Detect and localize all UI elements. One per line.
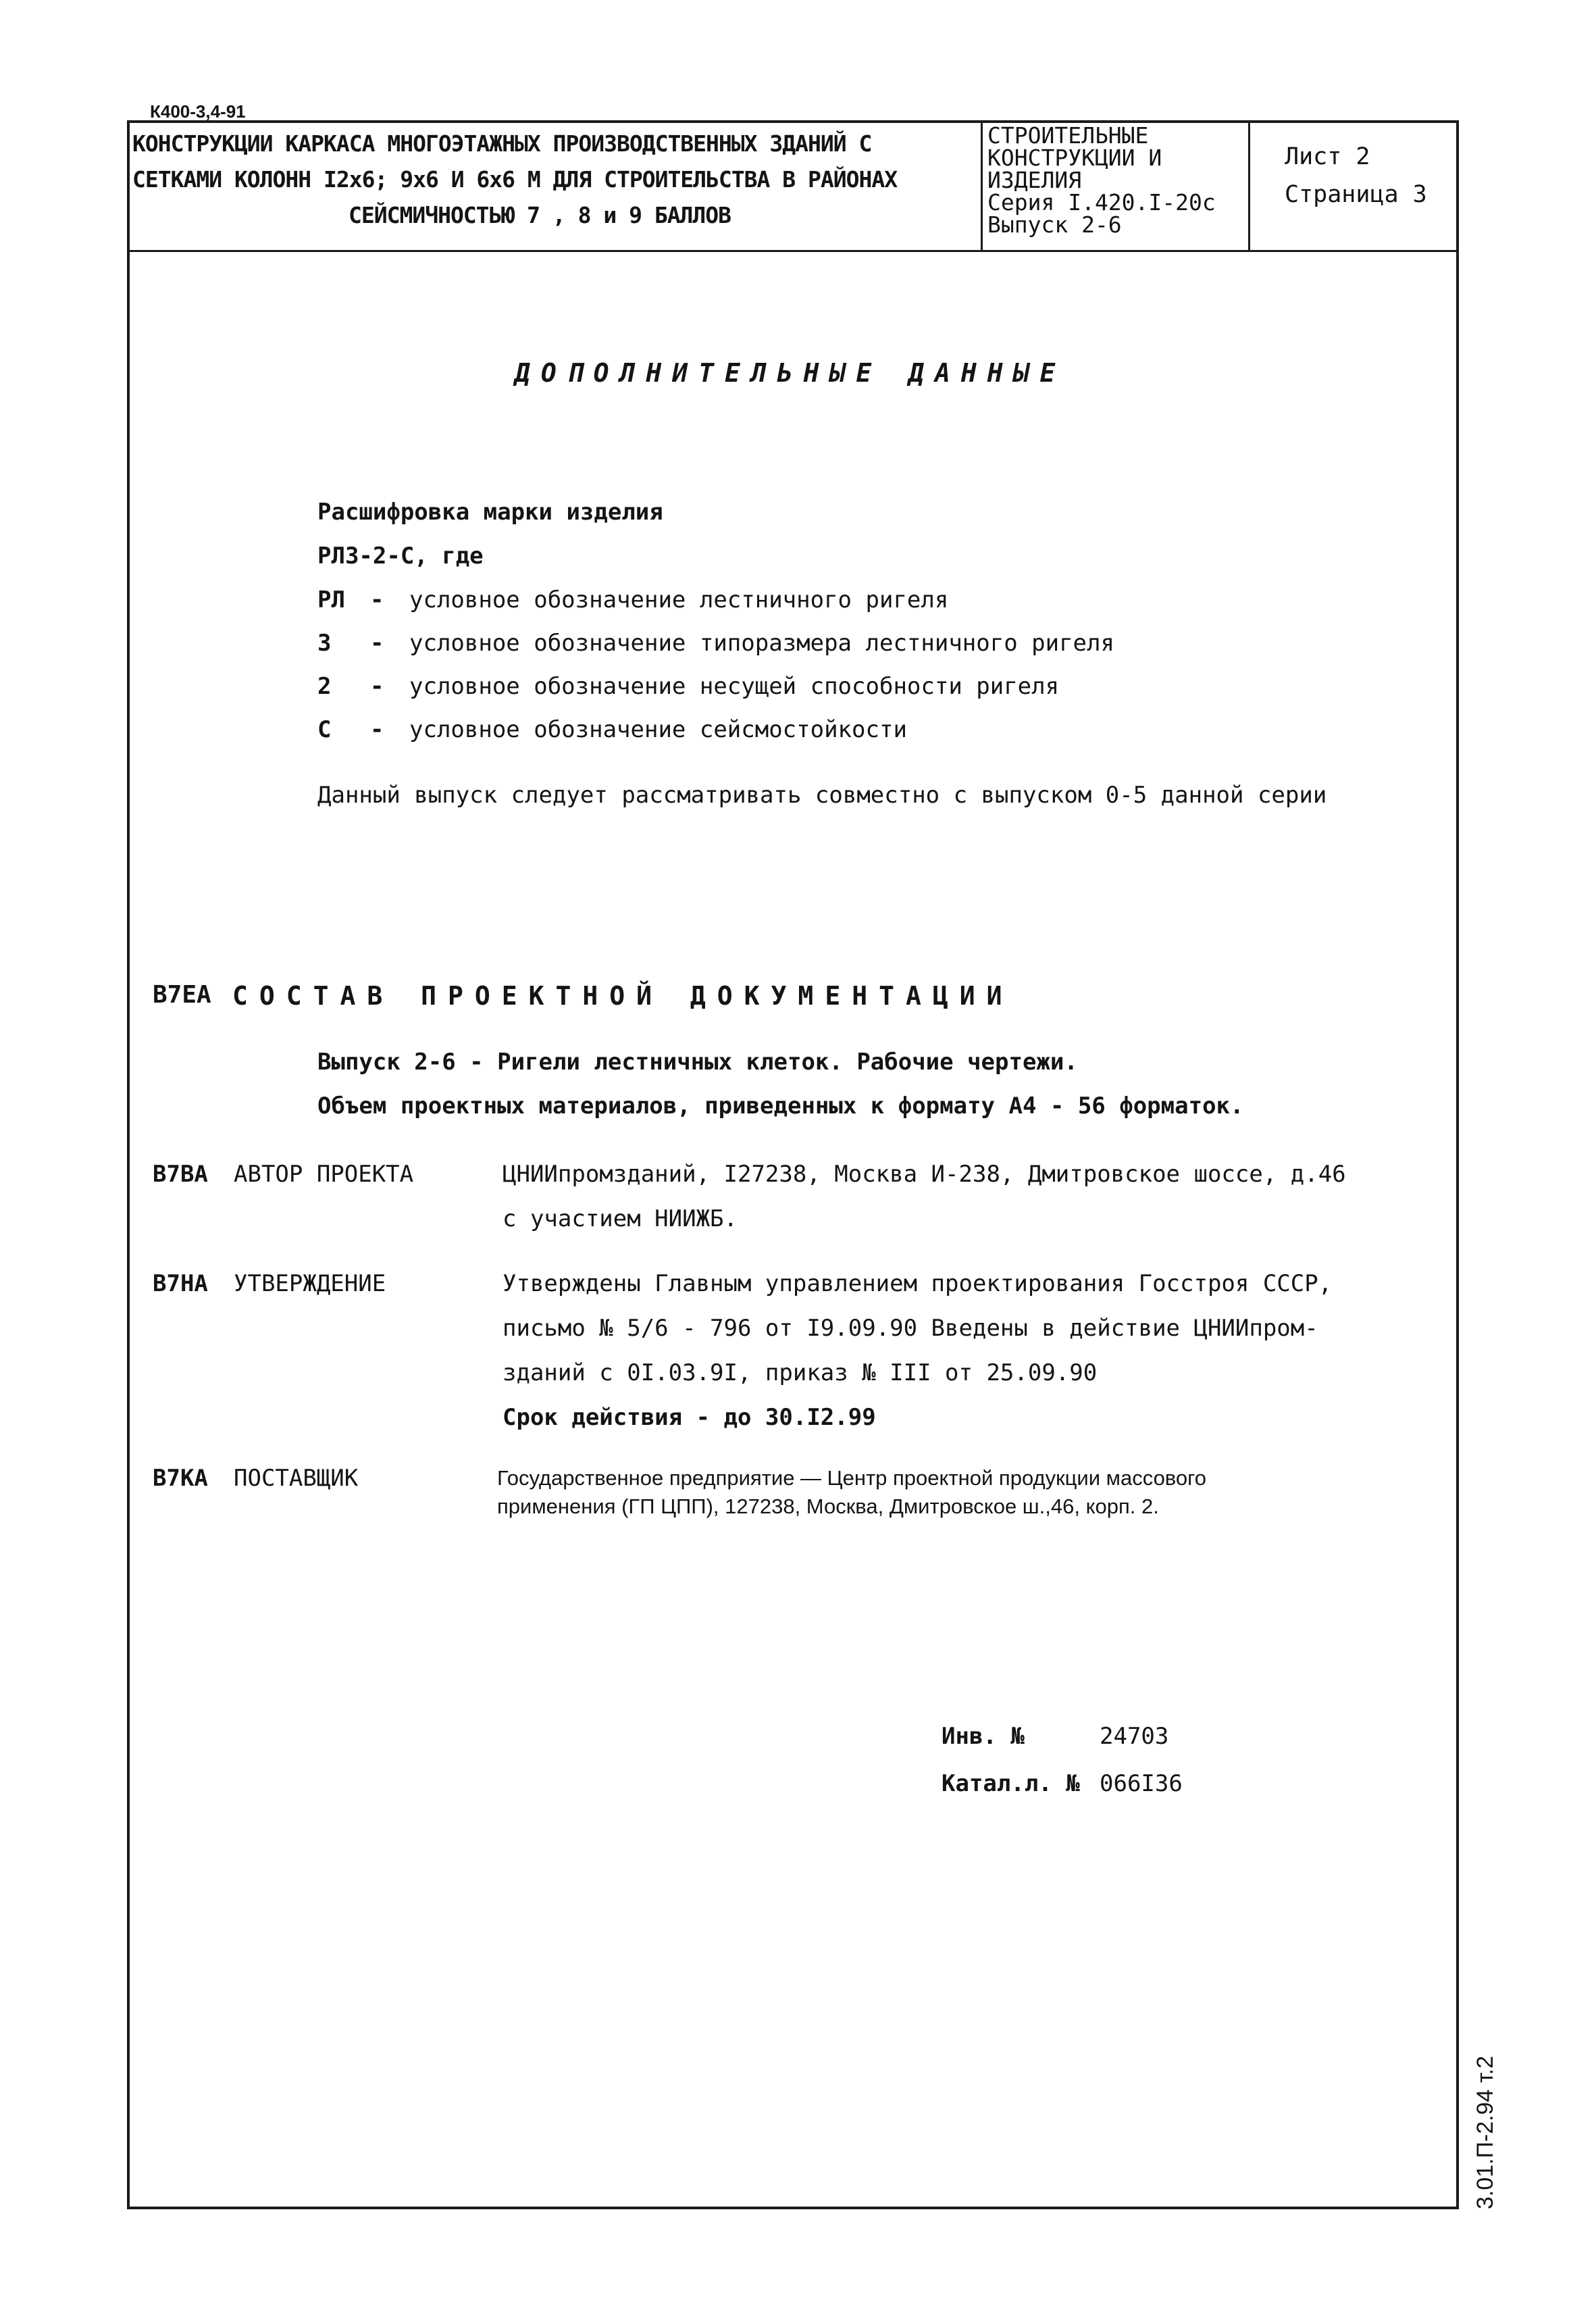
series-line-1: СТРОИТЕЛЬНЫЕ — [987, 122, 1149, 149]
decoding-text: условное обозначение сейсмостойкости — [409, 716, 907, 743]
header-divider — [127, 250, 1459, 252]
supplier-line-1: Государственное предприятие — Центр проектной продукции массового — [497, 1466, 1207, 1490]
page-label: Страница 3 — [1285, 181, 1427, 208]
decoding-dash: - — [370, 630, 384, 657]
decoding-text: условное обозначение несущей способности ригеля — [409, 673, 1060, 700]
approval-line-1: Утверждены Главным управлением проектирования Госстроя СССР, — [503, 1270, 1333, 1297]
header-series — [987, 124, 1247, 236]
header-title — [132, 126, 979, 247]
supplier-code: В7КА — [153, 1465, 208, 1492]
author-line-1: ЦНИИпромзданий, I27238, Москва И-238, Дмитровское шоссе, д.46 — [503, 1161, 1346, 1188]
series-line-4: Серия I.420.I-20с — [987, 189, 1216, 216]
composition-heading: СОСТАВ ПРОЕКТНОЙ ДОКУМЕНТАЦИИ — [232, 981, 1014, 1011]
inventory-number: 24703 — [1100, 1723, 1169, 1750]
document-code: К400-3,4-91 — [150, 101, 246, 122]
decoding-dash: - — [370, 586, 384, 613]
catalog-number: 066I36 — [1100, 1770, 1183, 1797]
decoding-text: условное обозначение лестничного ригеля — [409, 586, 949, 613]
approval-line-3: зданий с 0I.03.9I, приказ № III от 25.09.90 — [503, 1359, 1098, 1386]
sheet-label: Лист 2 — [1285, 143, 1370, 170]
approval-line-4: Срок действия - до 30.I2.99 — [503, 1404, 876, 1431]
author-code: В7ВА — [153, 1161, 208, 1188]
header-vline-2 — [1248, 120, 1250, 251]
decoding-code: С — [317, 716, 332, 743]
composition-code: В7ЕА — [153, 981, 211, 1009]
decoding-dash: - — [370, 673, 384, 700]
approval-code: В7НА — [153, 1270, 208, 1297]
supplier-line-2: применения (ГП ЦПП), 127238, Москва, Дмитровское ш.,46, корп. 2. — [497, 1494, 1159, 1518]
header-title-line-3: СЕЙСМИЧНОСТЬЮ 7 , 8 и 9 БАЛЛОВ — [349, 202, 731, 228]
header-sheet — [1285, 138, 1427, 213]
catalog-label: Катал.л. № — [942, 1770, 1080, 1797]
inventory-label: Инв. № — [942, 1723, 1025, 1750]
side-code: 3.01.П-2.94 т.2 — [1472, 2055, 1498, 2209]
volume-line: Объем проектных материалов, приведенных к формату А4 - 56 форматок. — [317, 1092, 1244, 1120]
decoding-dash: - — [370, 716, 384, 743]
decoding-title: Расшифровка марки изделия — [317, 499, 663, 526]
decoding-code: РЛ — [317, 586, 345, 613]
decoding-code: 3 — [317, 630, 332, 657]
header-title-line-1: КОНСТРУКЦИИ КАРКАСА МНОГОЭТАЖНЫХ ПРОИЗВОДСТВЕННЫХ ЗДАНИЙ С — [132, 130, 872, 157]
series-line-2: КОНСТРУКЦИИ И — [987, 145, 1162, 171]
approval-label: УТВЕРЖДЕНИЕ — [234, 1270, 386, 1297]
issue-line: Выпуск 2-6 - Ригели лестничных клеток. Рабочие чертежи. — [317, 1049, 1078, 1076]
series-note: Данный выпуск следует рассматривать совместно с выпуском 0-5 данной серии — [317, 782, 1327, 809]
additional-data-heading: ДОПОЛНИТЕЛЬНЫЕ ДАННЫЕ — [515, 358, 1066, 388]
series-line-3: ИЗДЕЛИЯ — [987, 167, 1082, 193]
product-mark: РЛ3-2-С, где — [317, 543, 484, 570]
supplier-label: ПОСТАВЩИК — [234, 1465, 359, 1492]
decoding-text: условное обозначение типоразмера лестничного ригеля — [409, 630, 1114, 657]
approval-line-2: письмо № 5/6 - 796 от I9.09.90 Введены в действие ЦНИИпром- — [503, 1315, 1318, 1342]
author-line-2: с участием НИИЖБ. — [503, 1205, 738, 1232]
decoding-code: 2 — [317, 673, 332, 700]
series-line-5: Выпуск 2-6 — [987, 211, 1122, 238]
header-vline-1 — [981, 120, 983, 251]
header-title-line-2: СЕТКАМИ КОЛОНН I2х6; 9х6 И 6х6 М ДЛЯ СТРОИТЕЛЬСТВА В РАЙОНАХ — [132, 166, 898, 193]
author-label: АВТОР ПРОЕКТА — [234, 1161, 414, 1188]
